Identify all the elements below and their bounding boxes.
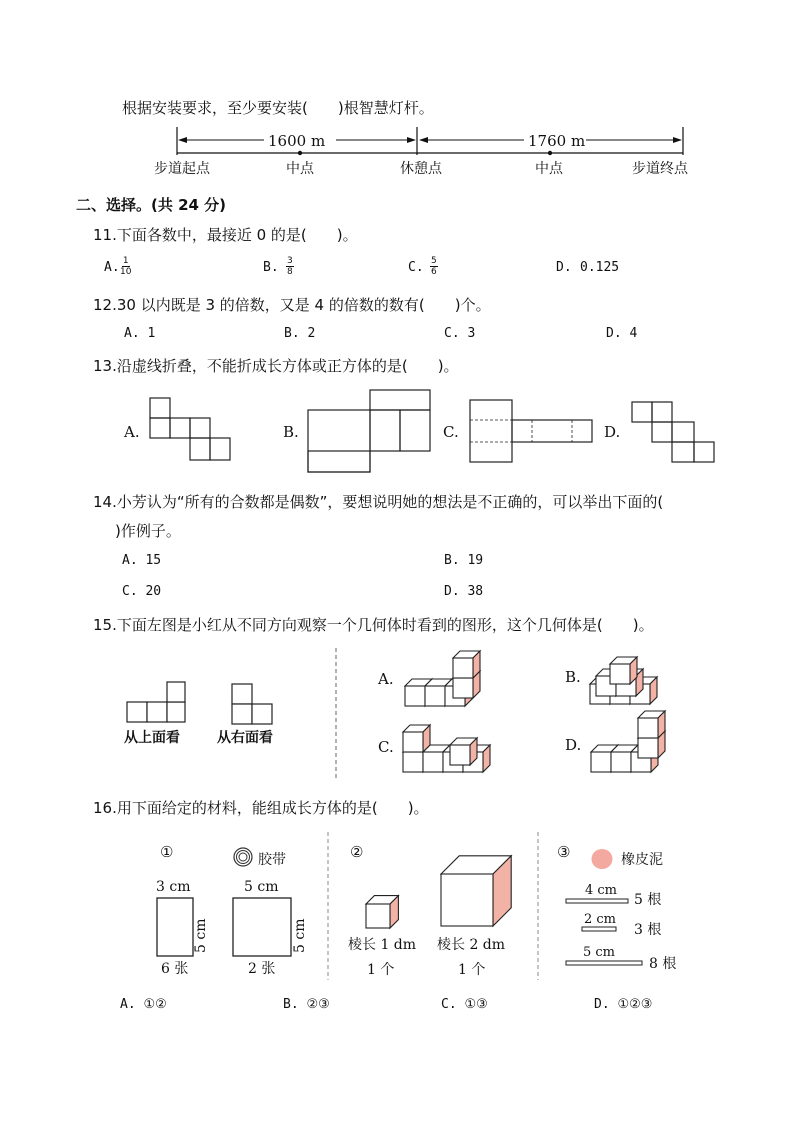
- q13-stem: 13.沿虚线折叠，不能折成长方体或正方体的是( )。: [93, 357, 459, 375]
- q11-stem: 11.下面各数中，最接近 0 的是( )。: [93, 226, 358, 244]
- q11-option-d-label: D.: [556, 260, 572, 275]
- q15-label-b: B.: [565, 668, 581, 686]
- q11-option-c-label: C.: [408, 260, 424, 275]
- q14-stem-line2: )作例子。: [115, 522, 181, 540]
- segment-label-1: 1600 m: [268, 132, 326, 150]
- q13-label-c: C.: [443, 423, 459, 441]
- q16-option-a: A. ①②: [120, 997, 167, 1012]
- q16-tape-label: 胶带: [258, 852, 286, 868]
- q12-stem: 12.30 以内既是 3 的倍数，又是 4 的倍数的数有( )个。: [93, 296, 491, 314]
- q12-option-b: B. 2: [284, 326, 316, 341]
- q16-rect-count: 6 张: [161, 961, 189, 977]
- q14-stem-line1: 14.小芳认为“所有的合数都是偶数”，要想说明她的想法是不正确的，可以举出下面的(: [93, 493, 664, 511]
- q11-option-a-label: A.: [104, 260, 120, 275]
- q14-option-a: A. 15: [122, 553, 162, 568]
- q16-group3-marker: ③: [557, 843, 571, 861]
- q16-stick1-length: 4 cm: [585, 883, 618, 898]
- q11-c-numerator: 5: [431, 256, 437, 266]
- q16-big-cube-edge: 棱长 2 dm: [437, 937, 506, 953]
- q15-label-a: A.: [378, 670, 394, 688]
- q11-c-denominator: 6: [431, 267, 437, 277]
- q11-b-numerator: 3: [287, 256, 293, 266]
- point-rest: 休憩点: [400, 161, 442, 177]
- point-end: 步道终点: [632, 161, 688, 177]
- q16-square-width: 5 cm: [244, 879, 279, 895]
- q15-stem: 15.下面左图是小红从不同方向观察一个几何体时看到的图形，这个几何体是( )。: [93, 616, 654, 634]
- q15-right-view-caption: 从右面看: [217, 730, 273, 746]
- intro-question: 根据安装要求，至少要安装( )根智慧灯杆。: [122, 99, 434, 117]
- q16-rect-height: 5 cm: [193, 918, 209, 953]
- q12-option-d: D. 4: [606, 326, 638, 341]
- q14-option-c: C. 20: [122, 584, 162, 599]
- q16-small-cube-edge: 棱长 1 dm: [348, 937, 417, 953]
- point-mid-1: 中点: [286, 161, 314, 177]
- q16-stick3-length: 5 cm: [583, 945, 616, 960]
- q12-option-c: C. 3: [444, 326, 476, 341]
- q11-option-b-label: B.: [263, 260, 279, 275]
- q16-group2-marker: ②: [350, 843, 364, 861]
- q15-top-view-caption: 从上面看: [124, 730, 180, 746]
- q15-label-c: C.: [378, 738, 394, 756]
- q16-stick1-count: 5 根: [634, 892, 662, 908]
- q11-a-numerator: 1: [122, 256, 129, 266]
- q14-option-b: B. 19: [444, 553, 484, 568]
- q16-small-cube-count: 1 个: [367, 962, 395, 978]
- q16-group1-marker: ①: [160, 843, 174, 861]
- q16-option-b: B. ②③: [283, 997, 330, 1012]
- q11-option-d-value: 0.125: [580, 260, 620, 275]
- q15-label-d: D.: [565, 736, 582, 754]
- q11-a-denominator: 10: [120, 267, 132, 277]
- q16-stick3-count: 8 根: [649, 956, 677, 972]
- q16-rect-width: 3 cm: [156, 879, 191, 895]
- point-start: 步道起点: [154, 161, 210, 177]
- q16-big-cube-count: 1 个: [458, 962, 486, 978]
- q13-label-b: B.: [283, 423, 299, 441]
- q16-square-count: 2 张: [248, 961, 276, 977]
- point-mid-2: 中点: [535, 161, 563, 177]
- q16-stem: 16.用下面给定的材料，能组成长方体的是( )。: [93, 799, 429, 817]
- q14-option-d: D. 38: [444, 584, 484, 599]
- q16-square-height: 5 cm: [292, 918, 308, 953]
- segment-label-2: 1760 m: [528, 132, 586, 150]
- q11-b-denominator: 8: [287, 267, 293, 277]
- q16-option-c: C. ①③: [441, 997, 488, 1012]
- q16-option-d: D. ①②③: [594, 997, 653, 1012]
- q13-label-a: A.: [124, 423, 140, 441]
- q13-label-d: D.: [604, 423, 621, 441]
- section-title: 二、选择。(共 24 分): [76, 196, 227, 214]
- q12-option-a: A. 1: [124, 326, 156, 341]
- q16-clay-label: 橡皮泥: [621, 852, 663, 868]
- q16-stick2-count: 3 根: [634, 922, 662, 938]
- q16-stick2-length: 2 cm: [584, 912, 617, 927]
